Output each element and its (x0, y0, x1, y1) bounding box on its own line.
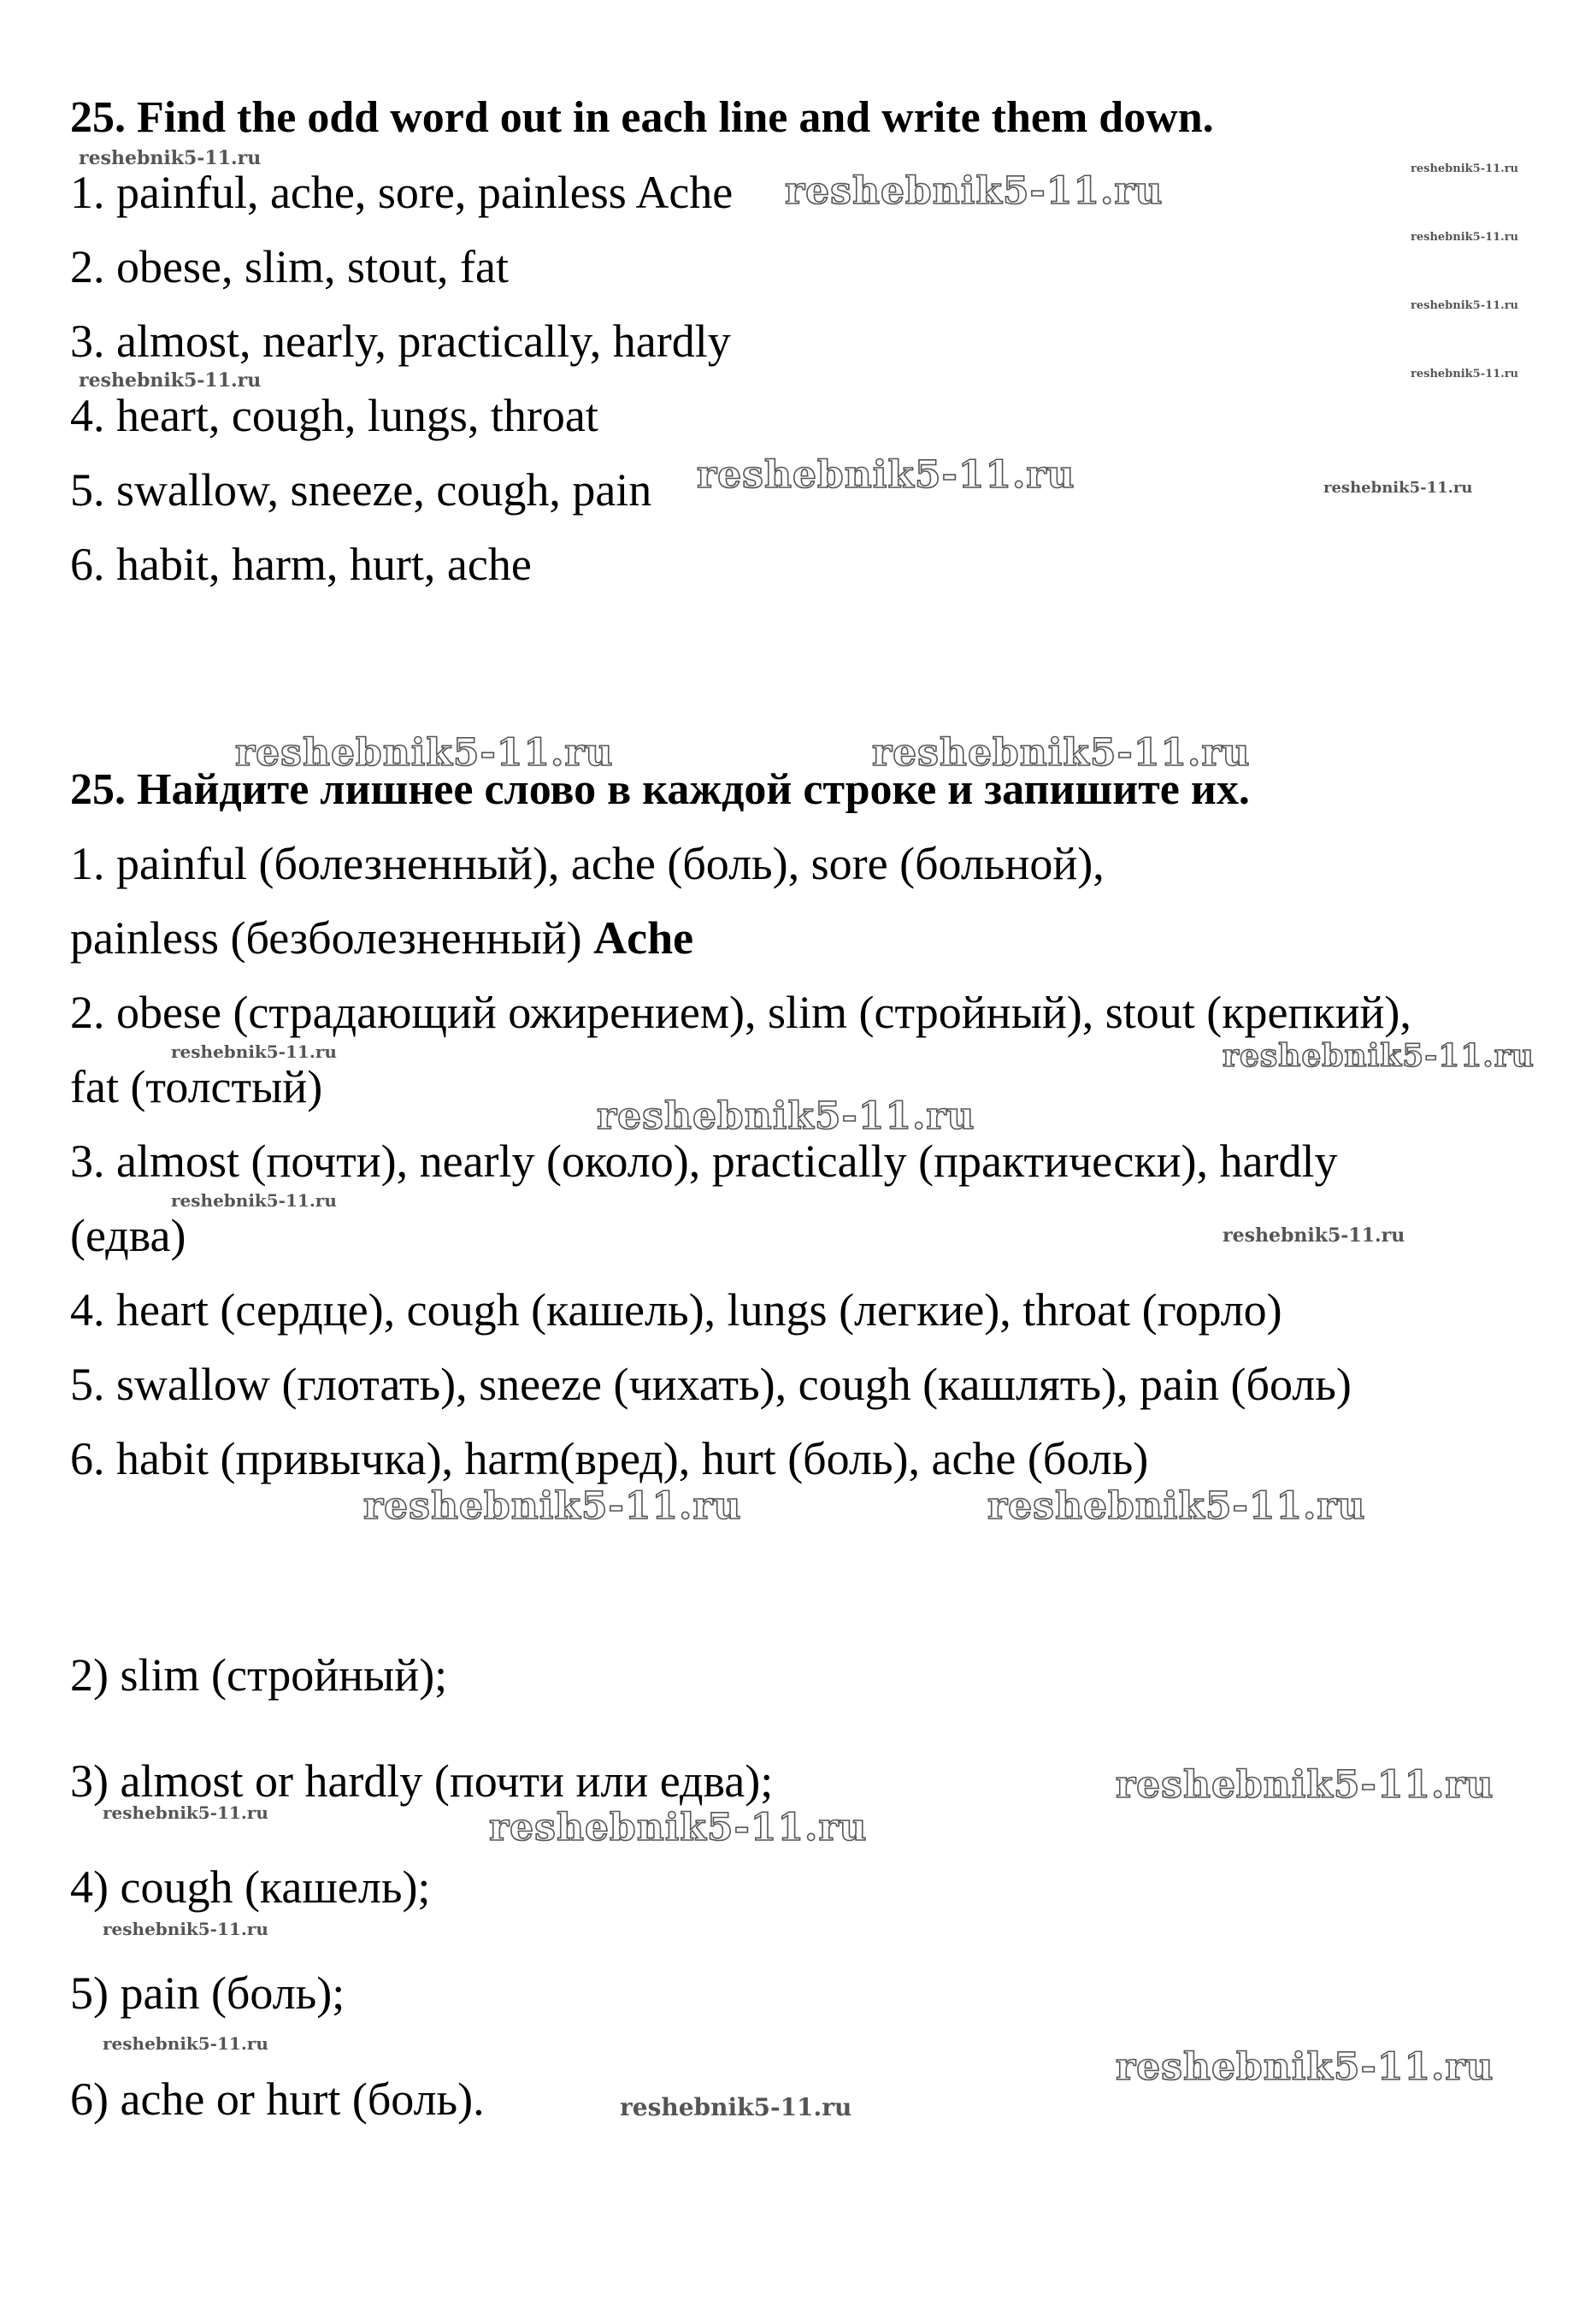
watermark: reshebnik5-11.ru (1116, 1763, 1494, 1807)
watermark: reshebnik5-11.ru (103, 1802, 268, 1823)
ru-line-5: 5. swallow (глотать), sneeze (чихать), cough (кашлять), pain (боль) (70, 1359, 1352, 1410)
watermark: reshebnik5-11.ru (79, 147, 262, 169)
watermark: reshebnik5-11.ru (785, 169, 1164, 213)
answer-6: 6) ache or hurt (боль). (70, 2073, 485, 2125)
watermark: reshebnik5-11.ru (1411, 162, 1519, 175)
answer-3: 3) almost or hardly (почти или едва); (70, 1755, 774, 1807)
en-line-3: 3. almost, nearly, practically, hardly (70, 316, 731, 367)
watermark: reshebnik5-11.ru (697, 453, 1075, 497)
answer-2: 2) slim (стройный); (70, 1649, 448, 1701)
exercise-heading-en: 25. Find the odd word out in each line and write them down. (70, 93, 1214, 142)
ru-line-2b: fat (толстый) (70, 1061, 323, 1112)
en-line-2: 2. obese, slim, stout, fat (70, 241, 509, 292)
en-line-5: 5. swallow, sneeze, cough, pain (70, 464, 652, 516)
ru-line-1b-answer: Ache (593, 912, 694, 964)
watermark: reshebnik5-11.ru (987, 1484, 1366, 1528)
watermark: reshebnik5-11.ru (1323, 479, 1473, 497)
watermark: reshebnik5-11.ru (872, 731, 1251, 775)
watermark: reshebnik5-11.ru (1223, 1038, 1535, 1074)
ru-line-1: 1. painful (болезненный), ache (боль), sore (больной), (70, 838, 1105, 889)
en-line-6: 6. habit, harm, hurt, ache (70, 539, 532, 590)
watermark: reshebnik5-11.ru (171, 1190, 337, 1211)
watermark: reshebnik5-11.ru (171, 1041, 337, 1062)
watermark: reshebnik5-11.ru (1116, 2045, 1494, 2089)
en-line-4: 4. heart, cough, lungs, throat (70, 390, 598, 441)
ru-line-1b (70, 912, 694, 964)
watermark: reshebnik5-11.ru (235, 731, 614, 775)
ru-line-1b-text: painless (безболезненный) (70, 912, 594, 964)
exercise-heading-ru: 25. Найдите лишнее слово в каждой строке и запишите их. (70, 765, 1250, 814)
watermark: reshebnik5-11.ru (620, 2093, 852, 2121)
watermark: reshebnik5-11.ru (489, 1806, 868, 1849)
ru-line-3b: (едва) (70, 1210, 186, 1261)
answer-4: 4) cough (кашель); (70, 1861, 431, 1913)
watermark: reshebnik5-11.ru (363, 1484, 742, 1528)
watermark: reshebnik5-11.ru (1411, 299, 1519, 312)
ru-line-4: 4. heart (сердце), cough (кашель), lungs (легкие), throat (горло) (70, 1284, 1282, 1336)
answer-5: 5) pain (боль); (70, 1967, 345, 2019)
watermark: reshebnik5-11.ru (1223, 1224, 1405, 1247)
ru-line-2: 2. obese (страдающий ожирением), slim (стройный), stout (крепкий), (70, 987, 1411, 1038)
watermark: reshebnik5-11.ru (79, 369, 262, 392)
watermark: reshebnik5-11.ru (1411, 231, 1519, 244)
en-line-1: 1. painful, ache, sore, painless Ache (70, 167, 734, 218)
watermark: reshebnik5-11.ru (103, 1919, 268, 1939)
ru-line-6: 6. habit (привычка), harm(вред), hurt (боль), ache (боль) (70, 1433, 1149, 1484)
watermark: reshebnik5-11.ru (597, 1094, 975, 1138)
watermark: reshebnik5-11.ru (103, 2033, 268, 2054)
ru-line-3: 3. almost (почти), nearly (около), practically (практически), hardly (70, 1135, 1338, 1187)
watermark: reshebnik5-11.ru (1411, 368, 1519, 380)
